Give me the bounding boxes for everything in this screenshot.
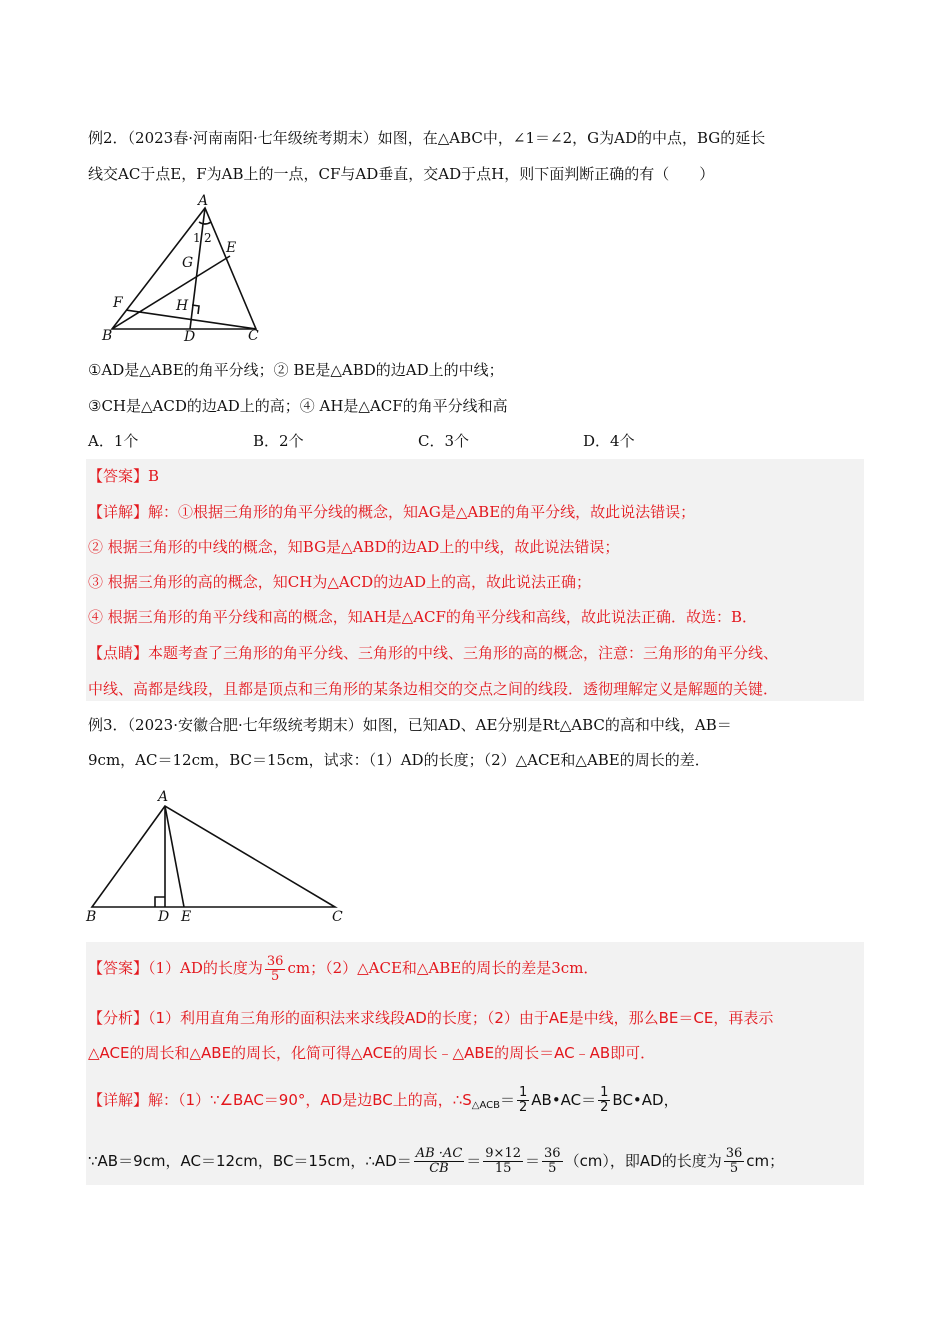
ex3-analysis2: △ACE的周长和△ABE的周长，化简可得△ACE的周长﹣△ABE的周长＝AC﹣AB即可． xyxy=(88,1044,656,1062)
answer-fraction xyxy=(265,955,286,984)
label-a: A xyxy=(198,193,209,209)
ex2-statement1: ①AD是△ABE的角平分线；② BE是△ABD的边AD上的中线； xyxy=(88,361,504,379)
ex3-line1: 例3．（2023·安徽合肥·七年级统考期末）如图，已知AD、AE分别是Rt△ABC的高和中线，AB＝ xyxy=(88,716,732,734)
fraction2-denominator: 15 xyxy=(494,1161,512,1176)
fraction3-numerator: 36 xyxy=(544,1146,561,1161)
segment-be xyxy=(112,256,230,329)
detail2-prefix: ∵AB＝9cm，AC＝12cm，BC＝15cm，∴AD＝ xyxy=(88,1152,412,1170)
ex2-answer: 【答案】B xyxy=(88,467,160,485)
fraction2-numerator: 9×12 xyxy=(485,1146,521,1161)
label-f: F xyxy=(113,295,123,311)
equals-1: ＝ xyxy=(466,1152,482,1170)
ex3-line2: 9cm，AC＝12cm，BC＝15cm，试求：（1）AD的长度；（2）△ACE和△ABE的周长的差． xyxy=(88,751,710,769)
detail2-end: cm； xyxy=(746,1152,785,1170)
segment-ae xyxy=(165,806,184,907)
equals-2: ＝ xyxy=(525,1152,541,1170)
fraction-9x12-over-15 xyxy=(483,1147,523,1176)
half-numerator-1: 1 xyxy=(518,1085,528,1100)
ex3-answer xyxy=(88,944,598,992)
ex3-detail2 xyxy=(88,1137,784,1185)
label-a: A xyxy=(158,789,169,805)
fraction-ab-ac-over-cb xyxy=(414,1147,465,1176)
answer-prefix: 【答案】（1）AD的长度为 xyxy=(88,959,263,977)
label-e: E xyxy=(181,909,192,924)
ex2-point1: 【点睛】本题考查了三角形的角平分线、三角形的中线、三角形的高的概念，注意：三角形的角平分线、 xyxy=(88,644,779,662)
half-numerator-2: 1 xyxy=(600,1085,609,1100)
detail1-eq: ＝ xyxy=(499,1091,515,1109)
label-d: D xyxy=(158,909,170,924)
label-b: B xyxy=(86,909,97,924)
detail1-subscript: △ACB xyxy=(471,1100,500,1111)
ex2-detail4: ④ 根据三角形的角平分线和高的概念，知AH是△ACF的角平分线和高线，故此说法正确．故选：B． xyxy=(88,608,757,626)
answer-suffix: cm；（2）△ACE和△ABE的周长的差是3cm． xyxy=(287,959,599,977)
option-c: C．3个 xyxy=(418,432,470,450)
label-1: 1 xyxy=(193,231,201,245)
fraction1-denominator: CB xyxy=(429,1161,449,1176)
label-c: C xyxy=(248,328,259,344)
fraction-36-over-5 xyxy=(542,1147,563,1176)
ex2-detail2: ② 根据三角形的中线的概念，知BG是△ABD的边AD上的中线，故此说法错误； xyxy=(88,538,620,556)
fraction-36-over-5-result xyxy=(724,1147,745,1176)
option-b: B．2个 xyxy=(253,432,304,450)
label-c: C xyxy=(332,909,343,924)
detail1-prefix: 【详解】解：（1）∵∠BAC＝90°，AD是边BC上的高，∴S xyxy=(88,1091,472,1109)
ex3-analysis1: 【分析】（1）利用直角三角形的面积法来求线段AD的长度；（2）由于AE是中线，那么BE＝CE，再表示 xyxy=(88,1009,774,1027)
option-d: D．4个 xyxy=(583,432,635,450)
fraction4-numerator: 36 xyxy=(725,1146,743,1161)
right-angle-mark xyxy=(155,897,165,907)
label-e: E xyxy=(226,240,237,256)
ex2-detail1: 【详解】解：①根据三角形的角平分线的概念，知AG是△ABE的角平分线，故此说法错误； xyxy=(88,503,696,521)
half-denominator-1: 2 xyxy=(518,1100,528,1115)
ex3-figure xyxy=(84,786,348,924)
ex2-figure xyxy=(98,192,278,344)
half-fraction-2 xyxy=(598,1086,610,1115)
label-b: B xyxy=(102,328,113,344)
answer-numerator: 36 xyxy=(266,953,284,969)
fraction3-denominator: 5 xyxy=(548,1161,557,1176)
label-h: H xyxy=(176,298,189,314)
fraction1-numerator: AB ·AC xyxy=(415,1146,463,1161)
ex3-detail1 xyxy=(88,1076,679,1130)
label-d: D xyxy=(184,329,196,344)
label-2: 2 xyxy=(204,231,212,245)
ex2-line1: 例2．（2023春·河南南阳·七年级统考期末）如图，在△ABC中，∠1＝∠2，G为AD的中点，BG的延长 xyxy=(88,129,766,147)
label-g: G xyxy=(182,255,194,271)
detail1-mid: AB•AC＝ xyxy=(531,1091,597,1109)
ex2-statement2: ③CH是△ACD的边AD上的高；④ AH是△ACF的角平分线和高 xyxy=(88,397,508,415)
angle-arc xyxy=(199,222,211,224)
detail2-mid: （cm），即AD的长度为 xyxy=(564,1152,722,1170)
half-fraction-1 xyxy=(517,1086,529,1115)
ex2-detail3: ③ 根据三角形的高的概念，知CH为△ACD的边AD上的高，故此说法正确； xyxy=(88,573,592,591)
triangle-abc xyxy=(92,806,335,907)
ex2-point2: 中线、高都是线段，且都是顶点和三角形的某条边相交的交点之间的线段．透彻理解定义是解题的关键． xyxy=(88,680,779,698)
option-a: A．1个 xyxy=(88,432,139,450)
ex2-line2: 线交AC于点E，F为AB上的一点，CF与AD垂直，交AD于点H，则下面判断正确的有（ ） xyxy=(88,165,715,183)
half-denominator-2: 2 xyxy=(600,1100,609,1115)
answer-denominator: 5 xyxy=(271,968,280,984)
fraction4-denominator: 5 xyxy=(729,1161,739,1176)
detail1-end: BC•AD， xyxy=(612,1091,679,1109)
